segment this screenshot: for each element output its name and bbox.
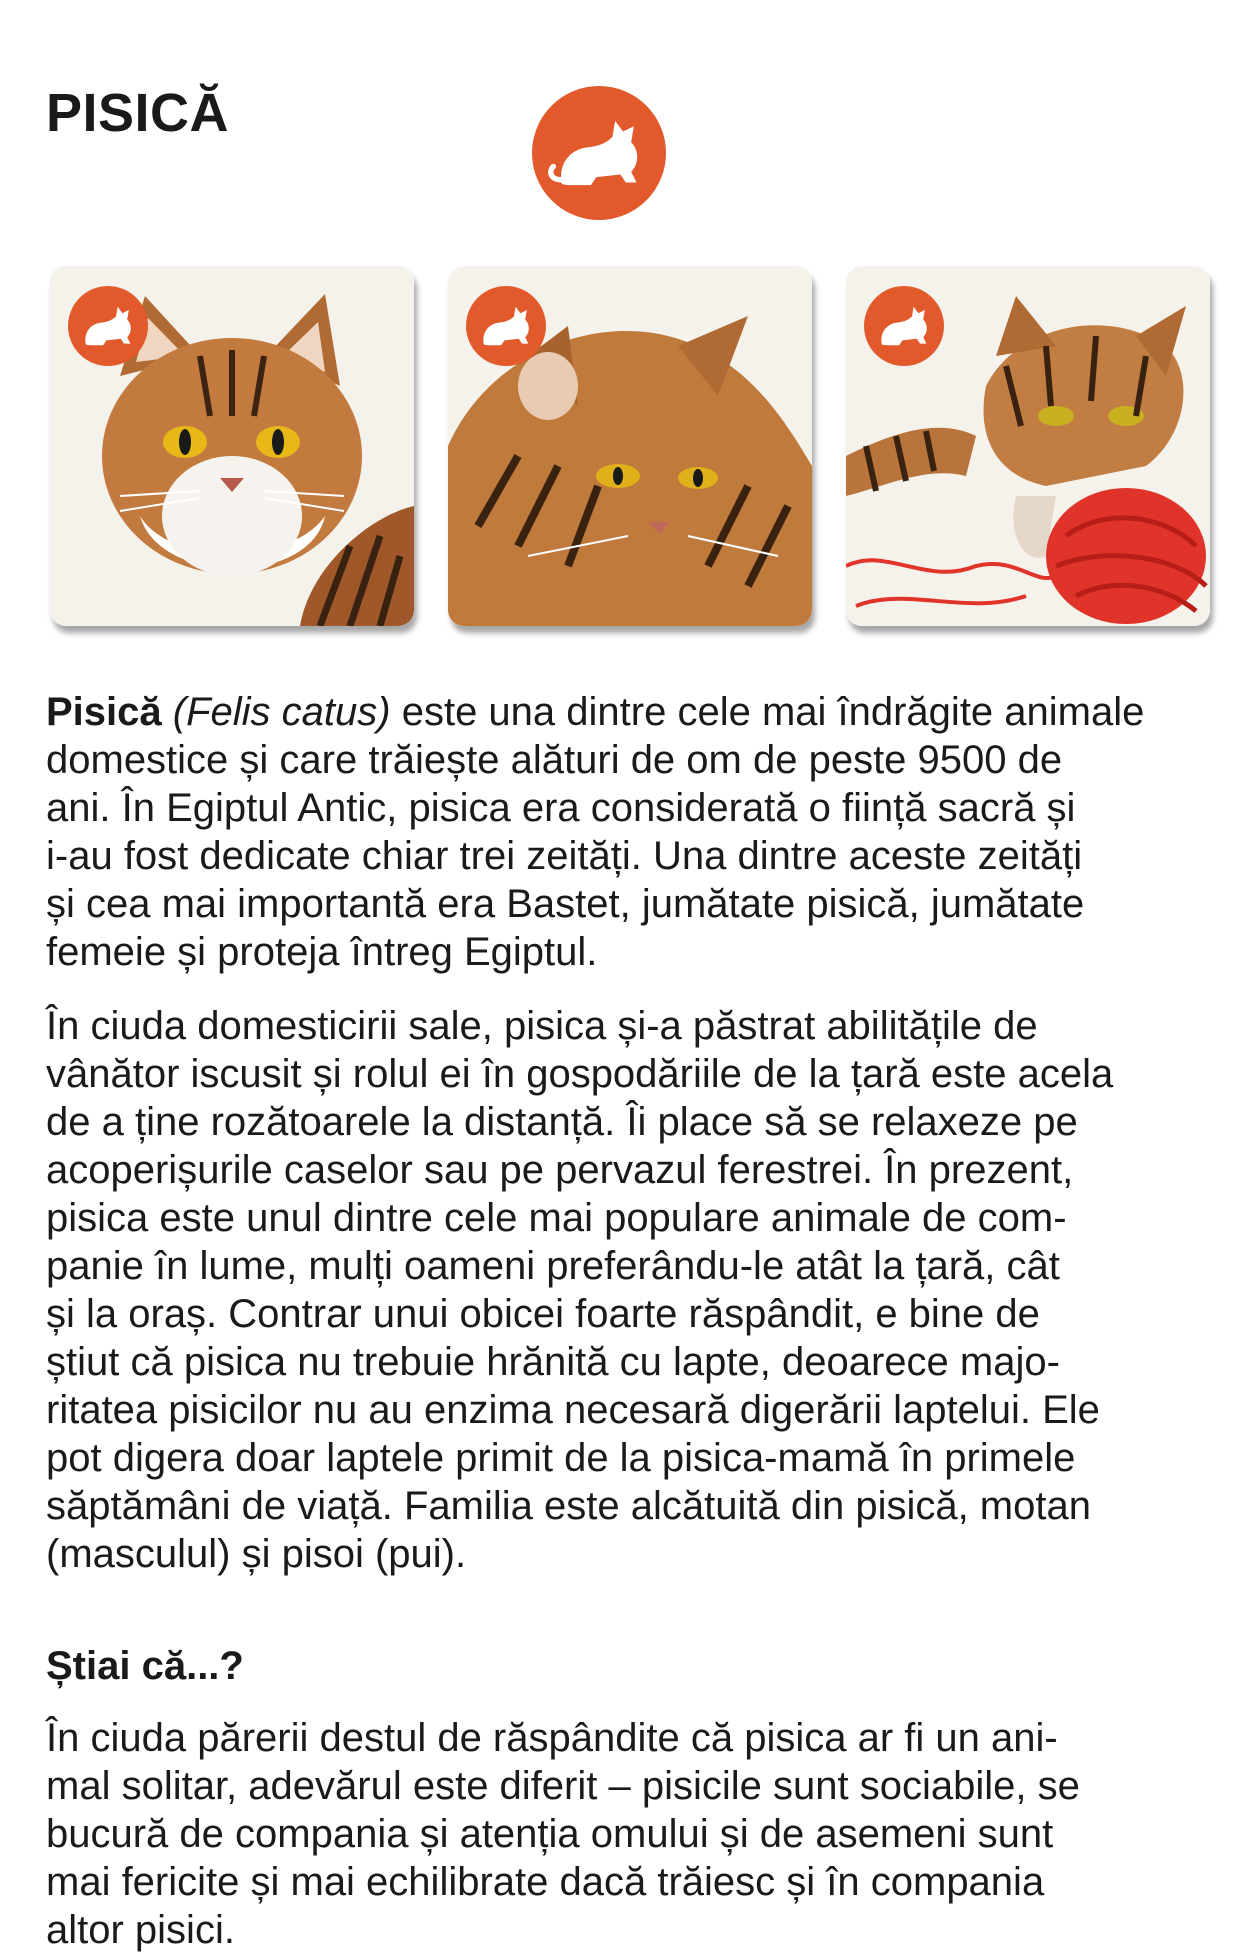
fact-title: Știai că...? — [46, 1644, 244, 1688]
text-line: panie în lume, mulți oameni preferându-le atât la țară, cât — [46, 1244, 1060, 1288]
intro-text: este una dintre cele mai îndrăgite animale — [390, 690, 1145, 734]
cat-silhouette-icon — [68, 286, 148, 366]
text-line: mal solitar, adevărul este diferit – pisicile sunt sociabile, se — [46, 1764, 1080, 1808]
animal-name: Pisică — [46, 690, 162, 734]
text-line: știut că pisica nu trebuie hrănită cu lapte, deoarece majo- — [46, 1340, 1060, 1384]
page-title: PISICĂ — [46, 83, 230, 143]
text-line: de a ține rozătoarele la distanță. Îi place să se relaxeze pe — [46, 1100, 1078, 1144]
text-line: În ciuda domesticirii sale, pisica și-a păstrat abilitățile de — [46, 1004, 1038, 1048]
fact-paragraph — [46, 1714, 1200, 1954]
text-line: ani. În Egiptul Antic, pisica era considerată o ființă sacră și — [46, 786, 1076, 830]
text-line: și cea mai importantă era Bastet, jumătate pisică, jumătate — [46, 882, 1085, 926]
cat-silhouette-icon — [864, 286, 944, 366]
text-line: vânător iscusit și rolul ei în gospodăriile de la țară este acela — [46, 1052, 1114, 1096]
text-line: altor pisici. — [46, 1908, 235, 1952]
text-line: mai fericite și mai echilibrate dacă trăiesc și în compania — [46, 1860, 1045, 1904]
text-line: și la oraș. Contrar unui obicei foarte răspândit, e bine de — [46, 1292, 1040, 1336]
cat-silhouette-icon — [532, 86, 666, 220]
body-paragraph — [46, 1002, 1200, 1578]
text-line: pisica este unul dintre cele mai populare animale de com- — [46, 1196, 1067, 1240]
intro-line-1 — [46, 688, 1200, 736]
latin-name: (Felis catus) — [172, 690, 391, 734]
intro-paragraph — [46, 688, 1200, 976]
text-line: i-au fost dedicate chiar trei zeități. Una dintre aceste zeități — [46, 834, 1083, 878]
text-line: bucură de compania și atenția omului și de asemeni sunt — [46, 1812, 1054, 1856]
text-line: femeie și proteja întreg Egiptul. — [46, 930, 598, 974]
cat-silhouette-icon — [466, 286, 546, 366]
text-line: ritatea pisicilor nu au enzima necesară digerării laptelui. Ele — [46, 1388, 1100, 1432]
text-line: domestice și care trăiește alături de om de peste 9500 de — [46, 738, 1063, 782]
cat-face-illustration — [50, 266, 414, 626]
kitten-with-yarn-illustration — [846, 266, 1210, 626]
text-line: (masculul) și pisoi (pui). — [46, 1532, 467, 1576]
text-line: săptămâni de viață. Familia este alcătuită din pisică, motan — [46, 1484, 1091, 1528]
text-line: pot digera doar laptele primit de la pisica-mamă în primele — [46, 1436, 1076, 1480]
text-line: În ciuda părerii destul de răspândite că pisica ar fi un ani- — [46, 1716, 1058, 1760]
text-line: acoperișurile caselor sau pe pervazul ferestrei. În prezent, — [46, 1148, 1074, 1192]
illustration-cards — [50, 266, 1210, 642]
cat-lying-illustration — [448, 266, 812, 626]
